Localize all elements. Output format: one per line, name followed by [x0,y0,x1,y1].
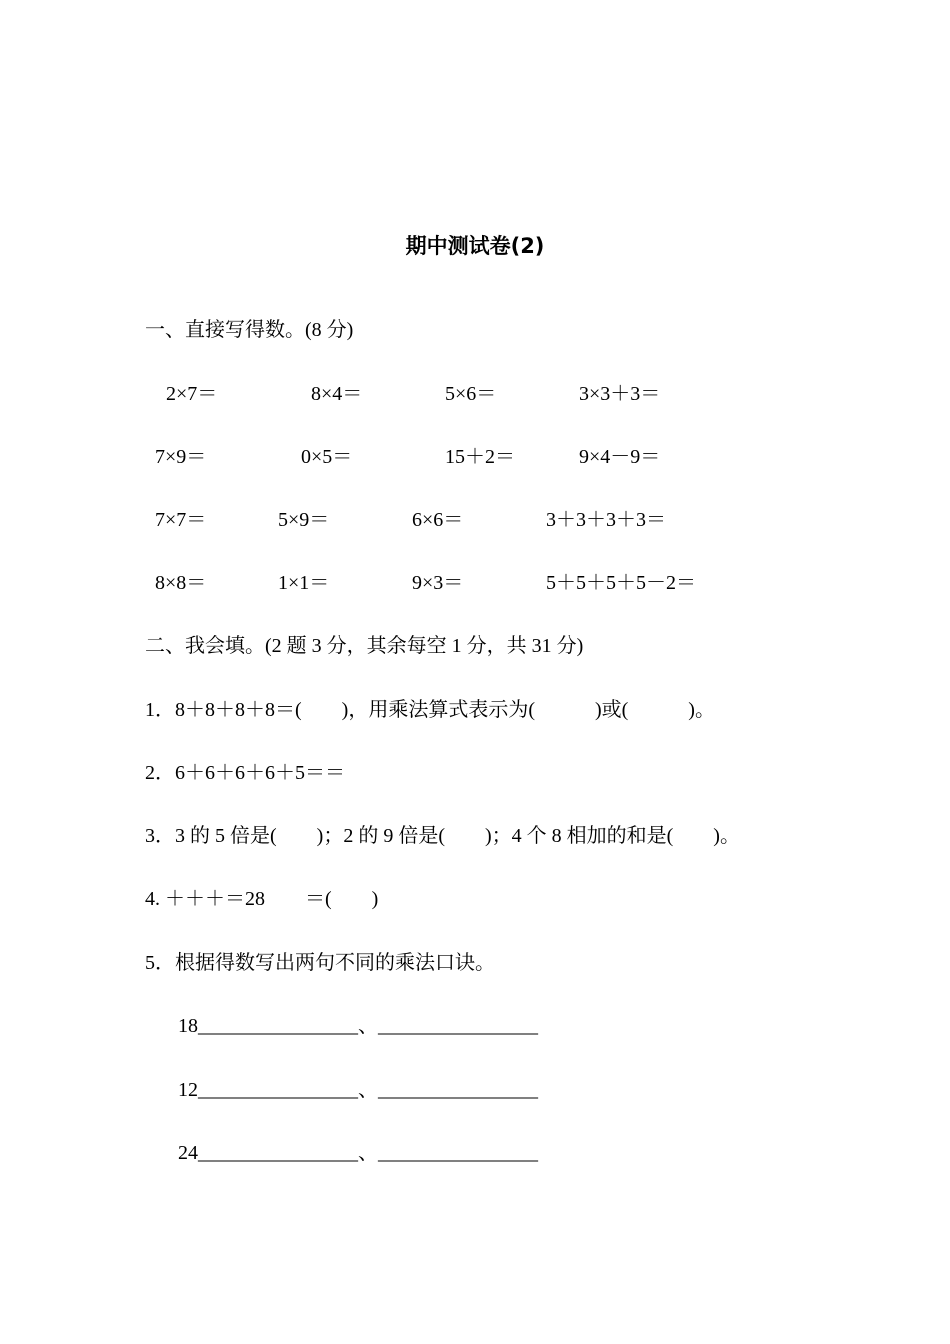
calc-item: 7×9＝ [155,446,207,468]
calc-item: 1×1＝ [278,572,330,594]
section2-heading: 二、我会填。(2 题 3 分，其余每空 1 分，共 31 分) [145,635,584,657]
question-2: 2．6＋6＋6＋6＋5＝＝ [145,762,345,784]
page-title: 期中测试卷(2) [405,234,545,258]
calc-item: 5×9＝ [278,509,330,531]
answer-blank-line[interactable]: 12________________、________________ [178,1079,538,1101]
calc-item: 0×5＝ [301,446,353,468]
question-4: 4. ＋＋＋＝28 ＝( ) [145,888,379,910]
calc-item: 3＋3＋3＋3＝ [546,509,666,531]
question-1: 1．8＋8＋8＋8＝( )，用乘法算式表示为( )或( )。 [145,699,715,721]
answer-blank-line[interactable]: 24________________、________________ [178,1142,538,1164]
calc-item: 2×7＝ [166,383,218,405]
calc-item: 9×4－9＝ [579,446,661,468]
calc-item: 5×6＝ [445,383,497,405]
question-5: 5．根据得数写出两句不同的乘法口诀。 [145,952,495,974]
calc-item: 8×4＝ [311,383,363,405]
calc-item: 3×3＋3＝ [579,383,661,405]
question-3: 3．3 的 5 倍是( )；2 的 9 倍是( )；4 个 8 相加的和是( )。 [145,825,740,847]
calc-item: 8×8＝ [155,572,207,594]
answer-blank-line[interactable]: 18________________、________________ [178,1015,538,1037]
calc-item: 15＋2＝ [445,446,515,468]
calc-item: 7×7＝ [155,509,207,531]
section1-heading: 一、直接写得数。(8 分) [145,319,354,341]
calc-item: 9×3＝ [412,572,464,594]
calc-item: 6×6＝ [412,509,464,531]
calc-item: 5＋5＋5＋5－2＝ [546,572,696,594]
